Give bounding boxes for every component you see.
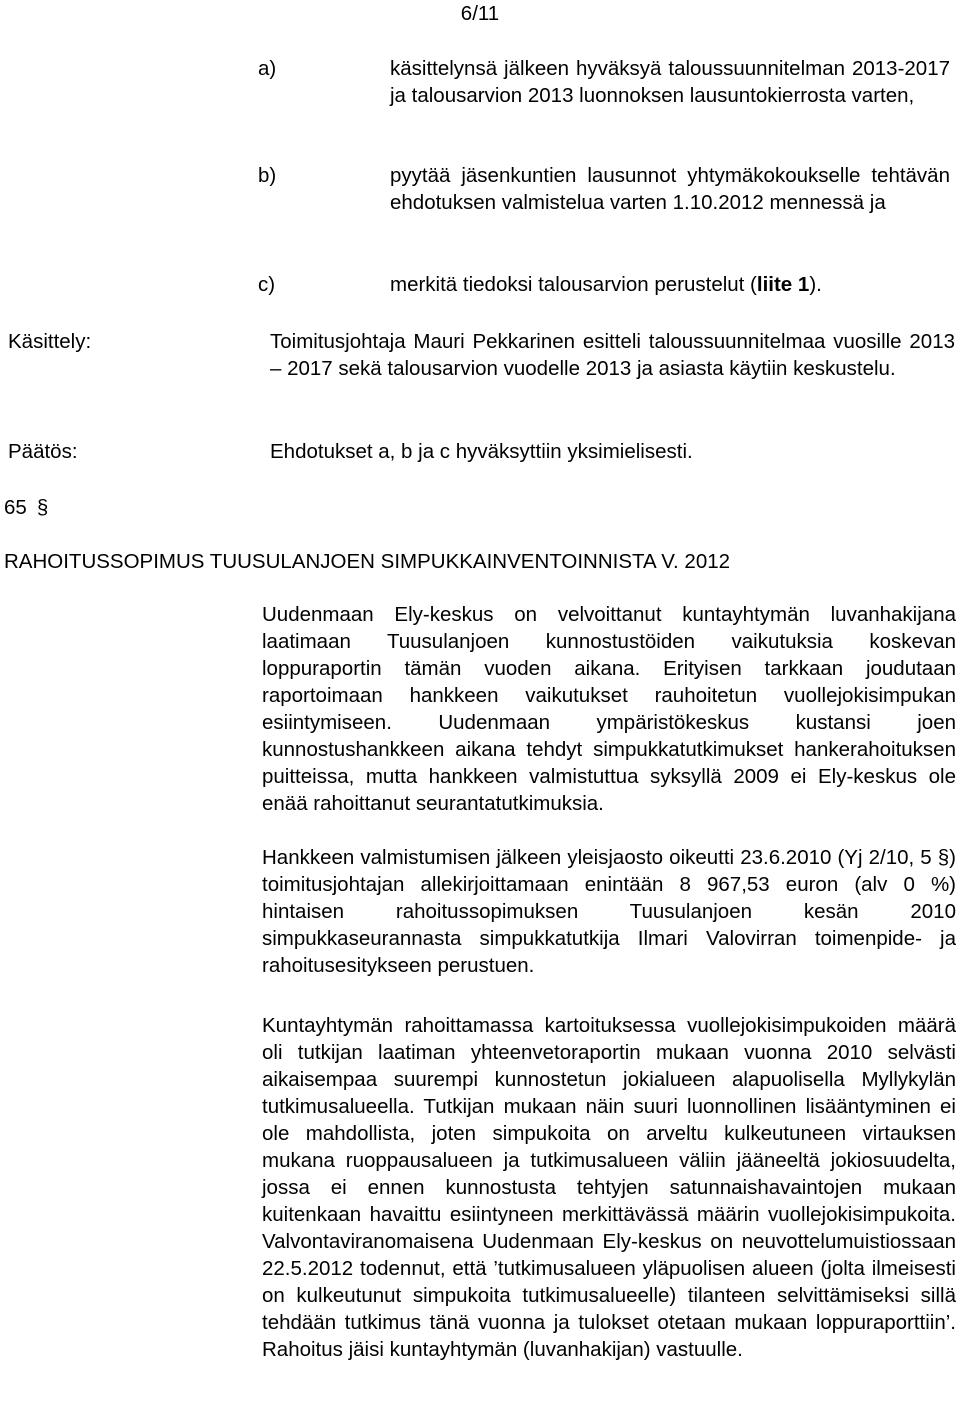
- item-text-before: merkitä tiedoksi talousarvion perustelut (: [390, 273, 757, 296]
- kasittely-label: Käsittely:: [8, 330, 92, 353]
- item-text: pyytää jäsenkuntien lausunnot yhtymäkokoukselle tehtävän ehdotuksen valmistelua varten 1.10.2012 mennessä ja: [390, 164, 950, 214]
- attachment-reference: liite 1: [756, 273, 810, 296]
- item-letter: a): [258, 57, 277, 80]
- item-text: käsittelynsä jälkeen hyväksyä taloussuunnitelman 2013-2017 ja talousarvion 2013 luonnoksen lausuntokierrosta varten,: [390, 57, 950, 107]
- item-letter: b): [258, 164, 277, 187]
- section-title: RAHOITUSSOPIMUS TUUSULANJOEN SIMPUKKAINVENTOINNISTA V. 2012: [4, 550, 731, 573]
- paragraph-2-before: Hankkeen valmistumisen jälkeen yleisjaosto oikeutti 23.6.2010 (Yj 2/10, 5: [262, 846, 938, 869]
- item-text-after: ).: [809, 273, 822, 296]
- section-sign: §: [36, 496, 49, 519]
- page-number: 6/11: [460, 2, 500, 25]
- paatos-label: Päätös:: [8, 440, 78, 463]
- section-paragraph-1: Uudenmaan Ely-keskus on velvoittanut kuntayhtymän luvanhakijana laatimaan Tuusulanjoen kunnostustöiden vaikutuksia koskevan loppuraportin tämän vuoden aikana. Erityisen tarkkaan joudutaan raportoimaan hankkeen vaikutukset rauhoitetun vuollejokisimpukan esiintymiseen. Uudenmaan ympäristökeskus kustansi joen kunnostushankkeen aikana tehdyt simpukkatutkimukset hankerahoituksen puitteissa, mutta hankkeen valmistuttua syksyllä 2009 ei Ely-keskus ole enää rahoittanut seurantatutkimuksia.: [262, 603, 956, 815]
- section-paragraph-2: [262, 844, 956, 979]
- section-number: [4, 494, 48, 521]
- paragraph-2-sign: §: [937, 846, 950, 869]
- kasittely-text: Toimitusjohtaja Mauri Pekkarinen esitteli taloussuunnitelmaa vuosille 2013 – 2017 sekä talousarvion vuodelle 2013 ja asiasta käytiin keskustelu.: [270, 330, 955, 380]
- section-number-value: 65: [4, 496, 27, 519]
- item-text: [390, 271, 950, 298]
- paragraph-2-after: ) toimitusjohtajan allekirjoittamaan enintään 8 967,53 euron (alv 0 %) hintaisen rahoitussopimuksen Tuusulanjoen kesän 2010 simpukkaseurannasta simpukkatutkija Ilmari Valovirran toimenpide- ja rahoitusesitykseen perustuen.: [262, 846, 956, 977]
- item-letter: c): [258, 273, 276, 296]
- paatos-text: Ehdotukset a, b ja c hyväksyttiin yksimielisesti.: [270, 440, 693, 463]
- section-paragraph-3: Kuntayhtymän rahoittamassa kartoituksessa vuollejokisimpukoiden määrä oli tutkijan laatiman yhteenvetoraportin mukaan vuonna 2010 selvästi aikaisempaa suurempi kunnostetun jokialueen alapuolisella Myllykylän tutkimusalueella. Tutkijan mukaan näin suuri luonnollinen lisääntyminen ei ole mahdollista, joten simpukoita on arveltu kulkeutuneen virtauksen mukana ruoppausalueen ja tutkimusalueen väliin jääneeltä jokiosuudelta, jossa ei ennen kunnostusta tehtyjen satunnaishavaintojen mukaan kuitenkaan havaittu esiintyneen merkittävässä määrin vuollejokisimpukoita. Valvontaviranomaisena Uudenmaan Ely-keskus on neuvottelumuistiossaan 22.5.2012 todennut, että ’tutkimusalueen yläpuolisen alueen (jolta ilmeisesti on kulkeutunut simpukoita tutkimusalueelle) tilanteen selvittämiseksi sillä tehdään tutkimus tänä vuonna ja tulokset otetaan mukaan loppuraporttiin’. Rahoitus jäisi kuntayhtymän (luvanhakijan) vastuulle.: [262, 1014, 956, 1361]
